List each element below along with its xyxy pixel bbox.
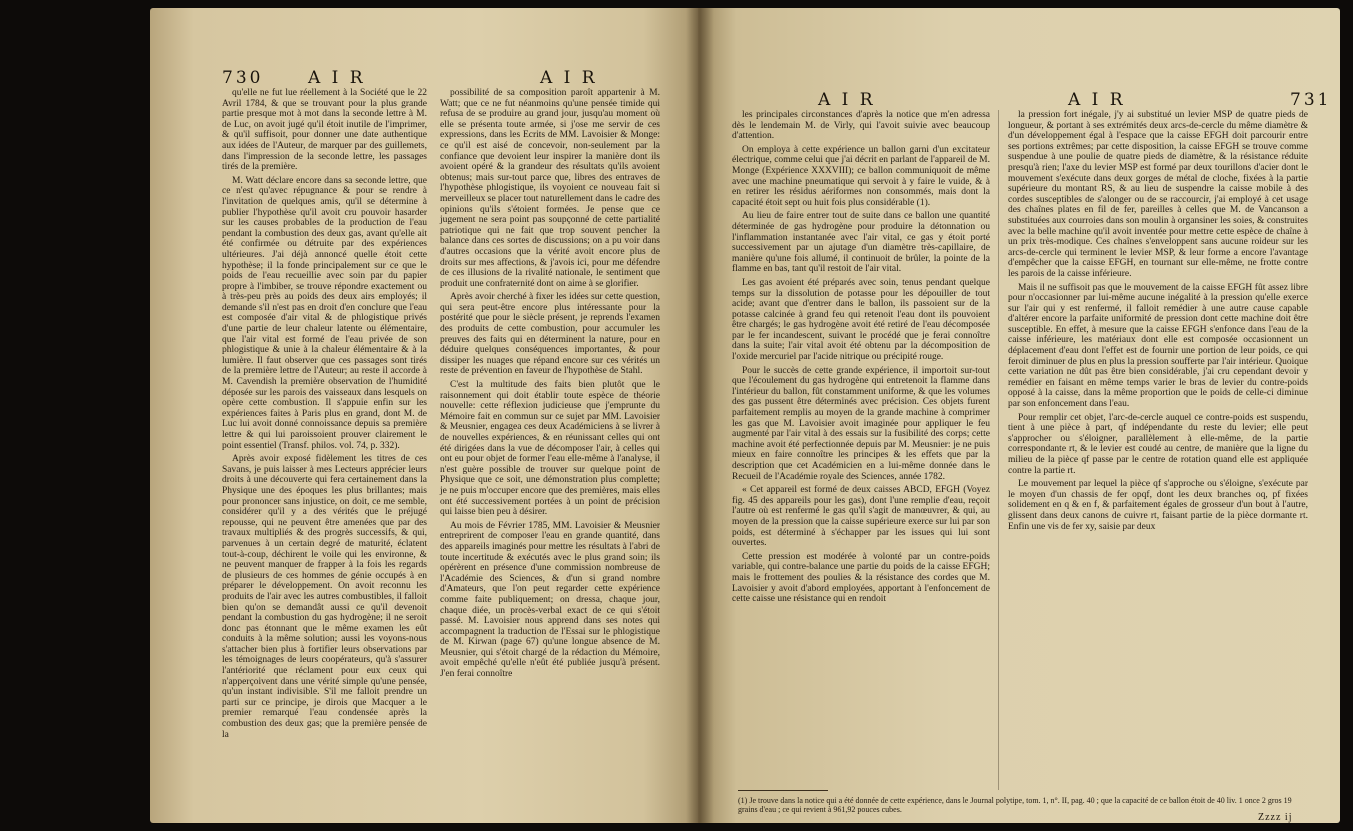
paragraph: Au mois de Février 1785, MM. Lavoisier & Meusnier entreprirent de composer l'eau en grande quantité, dans des appareils imaginés pour mettre les résultats à l'abri de toute incertitude & exécutés avec le plus grand soin; ils opérèrent en présence d'une commission nombreuse de l'Académie des Sciences, & d'un si grand nombre d'Amateurs, que l'on peut regarder cette expérience comme faite publiquement; on dressa, chaque jour, chaque diée, un procès-verbal exact de ce qui s'étoit passé. M. Lavoisier nous apprend dans ses notes qui accompagnent la traduction de l'Essai sur le phlogistique de M. Kirwan (page 67) qu'une longue absence de M. Meusnier, qui s'étoit chargé de la rédaction du Mémoire, avoit empêché qu'elle n'eût été publiée jusqu'à présent. J'en ferai connoître [440,520,660,680]
right-header-title: A I R [818,90,876,110]
paragraph: Après avoir exposé fidèlement les titres de ces Savans, je puis laisser à mes Lecteurs apprécier leurs droits à une découverte qui fera certainement dans la Physique une des époques les plus brillantes; mais pour prononcer sans injustice, on doit, ce me semble, considérer qu'il y a des vérités que le préjugé repousse, qui ne peuvent être amenées que par des travaux multipliés & des progrès successifs, & qui, parvenues à un certain degré de maturité, éclatent tout-à-coup, déchirent le voile qui les environne, & ne peuvent manquer de frapper à la fois les regards de plusieurs de ces hommes de génie occupés à en préparer le développement. On avoit reconnu les produits de l'air avec les autres combustibles, il falloit bien qu'on se demandât aussi ce qu'il devenoit pendant la combustion du gas hydrogène; il ne seroit donc pas étonnant que le même examen les eût conduits à la même solution; aussi les voyons-nous s'attacher bien plus à fortifier leurs observations par les témoignages de leurs coopérateurs, qu'à s'assurer l'antériorité que réclament pour eux ceux qui n'apperçoivent dans une vérité simple qu'une pensée, qu'un instant indivisible. S'il me falloit prendre un parti sur ce principe, je dirois que Macquer a le premier remarqué l'eau condensée après la combustion des deux gas; que la première pensée de la [222,454,427,740]
paragraph: possibilité de sa composition paroît appartenir à M. Watt; que ce ne fut néanmoins qu'une pensée timide qui refusa de se produire au grand jour, jusqu'au moment où elle se présenta toute armée, si j'ose me servir de ces expressions, dans les Ecrits de MM. Lavoisier & Monge: ce qu'il est aisé de concevoir, non-seulement par la confiance que devoient leur inspirer la manière dont ils avoient opéré & la grandeur des résultats qu'ils avoient obtenus; mais sur-tout parce que, libres des entraves de l'hypothèse phlogistique, ils voyoient ce nouveau fait si merveilleux se placer tout naturellement dans le cadre des opinions qu'ils s'étoient formées. Je pense que ce jugement ne sera point pas soupçonné de cette partialité patriotique qui ne fait que trop souvent pencher la balance dans ces sortes de discussions; on a pu voir dans d'autres occasions que la vérité avoit encore plus de droits sur mes affections, & j'avois ici, pour me défendre de ces illusions de la rivalité nationale, le sentiment que produit une confraternité dont on aime à se glorifier. [440,88,660,289]
paragraph: Les gas avoient été préparés avec soin, tenus pendant quelque temps sur la dissolution de potasse pour les dépouiller de tout acide; avant que d'entrer dans le ballon, ils passoient sur de la potasse calcinée à grand feu qui retenoit l'eau dont ils pouvoient être chargés; le gas hydrogène avoit été retiré de l'eau décomposée par le fer incandescent, suivant le procédé que je ferai connoître dans la suite; l'air vital avoit été obtenu par la décomposition de l'oxide mercuriel par l'acide nitrique ou précipité rouge. [732,277,990,363]
paragraph: les principales circonstances d'après la notice que m'en adressa dès le lendemain M. de Virly, qui l'avoit suivie avec beaucoup d'attention. [732,110,990,142]
paragraph: M. Watt déclare encore dans sa seconde lettre, que ce n'est qu'avec répugnance & pour se rendre à l'invitation de quelques amis, qu'il se détermine à publier l'hypothèse qu'il avoit cru pouvoir hasarder sur les causes probables de la production de l'eau pendant la combustion des deux gas, avant qu'elle ait été confirmée ou détruite par des expériences ultérieures. J'ai déjà annoncé quelle étoit cette hypothèse; il la fonde principalement sur ce que le poids de l'eau recueillie avec soin par du papier propre à l'imbiber, se trouve répondre exactement ou à très-peu près au poids des deux airs employés; il demande s'il n'est pas en droit d'en conclure que l'eau est composée d'air vital & de phlogistique privés d'une partie de leur chaleur latente ou élémentaire, que l'air vital est formé de l'eau privée de son phlogistique & unie à la chaleur élémentaire & à la lumière. Il faut observer que ces passages sont tirés de la première lettre de l'Auteur; au reste il accorde à M. Cavendish la première observation de l'humidité déposée sur les parois des vaisseaux dans lesquels on opère cette combustion. Il s'appuie enfin sur les expériences faites à Paris plus en grand, dont M. de Luc lui avoit donné connoissance depuis sa première lettre & qui lui paroissoient prouver clairement le point essentiel (Transf. philos. vol. 74, p. 332). [222,175,427,451]
right-page-number: 731 [1290,90,1332,110]
paragraph: Cette pression est modérée à volonté par un contre-poids variable, qui contre-balance une partie du poids de la caisse EFGH; mais le frottement des poulies & la résistance des cordes que M. Lavoisier y avoit d'abord employées, apportant à l'enfoncement de cette caisse une résistance qui en rendoit [732,551,990,605]
right-page [698,8,1340,823]
footnote: (1) Je trouve dans la notice qui a été donnée de cette expérience, dans le Journal polytipe, tom. 1, n°. II, pag. 40 ; que la capacité de ce ballon étoit de 40 liv. 1 once 2 gros 19 grains d'eau ; ce qui revient à 961,92 pouces cubes. [738,796,1292,814]
left-page [150,8,698,823]
paragraph: Pour le succès de cette grande expérience, il importoit sur-tout que l'écoulement du gas hydrogène qui entretenoit la flamme dans l'intérieur du ballon, fût constamment uniforme, & que les volumes des gas pussent être déterminés avec précision. Ces objets furent parfaitement remplis au moyen de la grande machine à comprimer les gas que M. Lavoisier avoit imaginée pour appliquer le feu augmenté par l'air vital à des essais sur la fusibilité des corps; cette machine avoit été perfectionnée depuis par M. Meusnier: je ne puis mieux en faire connoître les principes & les effets que par la description que cet Académicien en a lui-même donnée dans le Recueil de l'Académie royale des Sciences, année 1782. [732,365,990,482]
paragraph: la pression fort inégale, j'y ai substitué un levier MSP de quatre pieds de longueur, & portant à ses extrémités deux arcs-de-cercle du même diamètre & d'un développement égal à l'espace que la caisse EFGH doit parcourir entre ses portions extrêmes; par cette disposition, la caisse EFGH se trouve comme suspendue à une poulie de quatre pieds de diamètre, & la résistance réduite presqu'à rien; l'axe du levier MSP est formé par deux tourillons d'acier dont le mouvement s'exécute dans deux gorges de métal de cloche, fixées à la partie supérieure du montant RS, & au lieu de suspendre la caisse mobile à des cordes susceptibles de s'alonger ou de se raccourcir, j'ai employé à cet usage des chaînes plates en fil de fer, pareilles à celles que M. de Vancanson a substituées aux courroies dans son moulin à organsiner les soies, & construites avec la belle machine qu'il avoit inventée pour mettre cette espèce de chaîne à un prix très-modique. Ces chaînes s'enveloppent sans aucune roideur sur les arcs-de-cercle qui terminent le levier MSP, & leur forme a encore l'avantage d'empêcher que la caisse EFGH, en tournant sur elle-même, ne frotte contre les parois de la caisse inférieure. [1008,110,1308,279]
paragraph: qu'elle ne fut lue réellement à la Société que le 22 Avril 1784, & que se trouvant pour la plus grande partie presque mot à mot dans la seconde lettre à M. de Luc, on avoit jugé qu'il étoit inutile de l'imprimer, & qu'il suffisoit, pour donner une date authentique aux idées de l'Auteur, de marquer par des guillemets, dans l'impression de la seconde lettre, les passages tirés de la première. [222,88,427,173]
paragraph: Le mouvement par lequel la pièce qf s'approche ou s'éloigne, s'exécute par le moyen d'un chassis de fer opqf, dont les deux branches oq, pf fixées solidement en q & en f, & parfaitement égales de grosseur d'un bout à l'autre, glissent dans deux canons de cuivre rt, faisant partie de la pièce dormante rt. Enfin une vis de fer xy, saisie par deux [1008,479,1308,532]
paragraph: « Cet appareil est formé de deux caisses ABCD, EFGH (Voyez fig. 45 des appareils pour les gas), dont l'une remplie d'eau, reçoit l'autre où est renfermé le gas qu'il s'agit de manœuvrer, & qui, au moyen de la pression que la caisse supérieure exerce sur lui par son poids, est déterminé à s'échapper par les issues qui lui sont ouvertes. [732,485,990,549]
paragraph: On employa à cette expérience un ballon garni d'un excitateur électrique, comme celui que j'ai décrit en parlant de l'appareil de M. Monge (Expérience XXXVIII); ce ballon communiquoit de même avec une machine pneumatique qui servoit à y faire le vuide, & à en retirer les résidus aériformes non consommés, mais dont la capacité étoit sept ou huit fois plus considérable (1). [732,144,990,208]
right-column-1 [732,110,990,782]
right-header-title-2: A I R [1068,90,1126,110]
left-column-1 [222,88,427,788]
column-divider [998,110,999,790]
paragraph: Mais il ne suffisoit pas que le mouvement de la caisse EFGH fût assez libre pour n'occasionner par lui-même aucune inégalité à la pression qu'elle exerce sur l'air qui y est renfermé, il falloit remédier à une autre cause capable d'altérer encore la parfaite uniformité de pression dont cette machine doit être susceptible. En effet, à mesure que la caisse EFGH s'enfonce dans l'eau de la caisse inférieure, les matériaux dont elle est composée occasionnent un déplacement d'eau dont l'effet est de fournir une portion de leur poids, ce qui feroit diminuer de plus en plus la pression soufferte par l'air intérieur. Quoique cette variation ne dût pas être bien considérable, j'ai cru cependant devoir y remédier en faisant en même temps varier le bras de levier du contre-poids opposé à la caisse, dans la même proportion que le poids de celle-ci diminue par son enfoncement dans l'eau. [1008,282,1308,410]
left-page-number: 730 [222,68,264,88]
signature-mark: Zzzz ij [1258,812,1293,823]
paragraph: Au lieu de faire entrer tout de suite dans ce ballon une quantité déterminée de gas hydrogène pour produire la détonnation ou l'inflammation instantanée avec l'air vital, ce gas y étoit porté successivement par un ajutage d'un diamètre très-capillaire, de manière qu'une fois allumé, il continuoit de brûler, la pointe de la flamme en bas, tant qu'il restoit de l'air vital. [732,211,990,275]
book-gutter [686,8,714,823]
left-column-2 [440,88,660,788]
paragraph: C'est la multitude des faits bien plutôt que le raisonnement qui doit établir toute espèce de théorie nouvelle: cette réflexion judicieuse que j'emprunte du Mémoire fait en commun sur ce sujet par MM. Lavoisier & Meusnier, engagea ces deux Académiciens à se livrer à de nouvelles expériences, & en réunissant celles qui ont été dirigées dans la vue de décomposer l'air, à celles qui ont eu pour objet de former l'eau elle-même à l'analyse, il n'est guère possible de trouver sur quelque point de Physique que ce soit, une démonstration plus complette; je ne puis m'occuper encore que des premières, mais elles ont été successivement portées à un point de précision qui laisse bien peu à désirer. [440,380,660,518]
book-spread [150,8,1340,823]
left-header-title: A I R [308,68,366,88]
left-header-title-2: A I R [540,68,598,88]
footnote-rule [738,790,828,791]
right-column-2 [1008,110,1308,782]
paragraph: Après avoir cherché à fixer les idées sur cette question, qui sera peut-être encore plus intéressante pour la postérité que pour le siècle présent, je reprends l'examen des produits de cette combustion, pour accumuler les preuves des faits qui en déterminent la nature, pour en déduire quelques conséquences importantes, & pour dissiper les nuages que répand encore sur ces vérités un reste de prévention en faveur de l'hypothèse de Stahl. [440,292,660,377]
paragraph: Pour remplir cet objet, l'arc-de-cercle auquel ce contre-poids est suspendu, tient à une pièce à part, qf indépendante du reste du levier; elle peut s'approcher ou s'éloigner, parallèlement à elle-même, de la partie correspondante rt, & le levier est coudé au centre, de manière que la ligne du milieu de la pièce qf passe par le centre de rotation quand elle est appliquée contre la partie rt. [1008,412,1308,476]
